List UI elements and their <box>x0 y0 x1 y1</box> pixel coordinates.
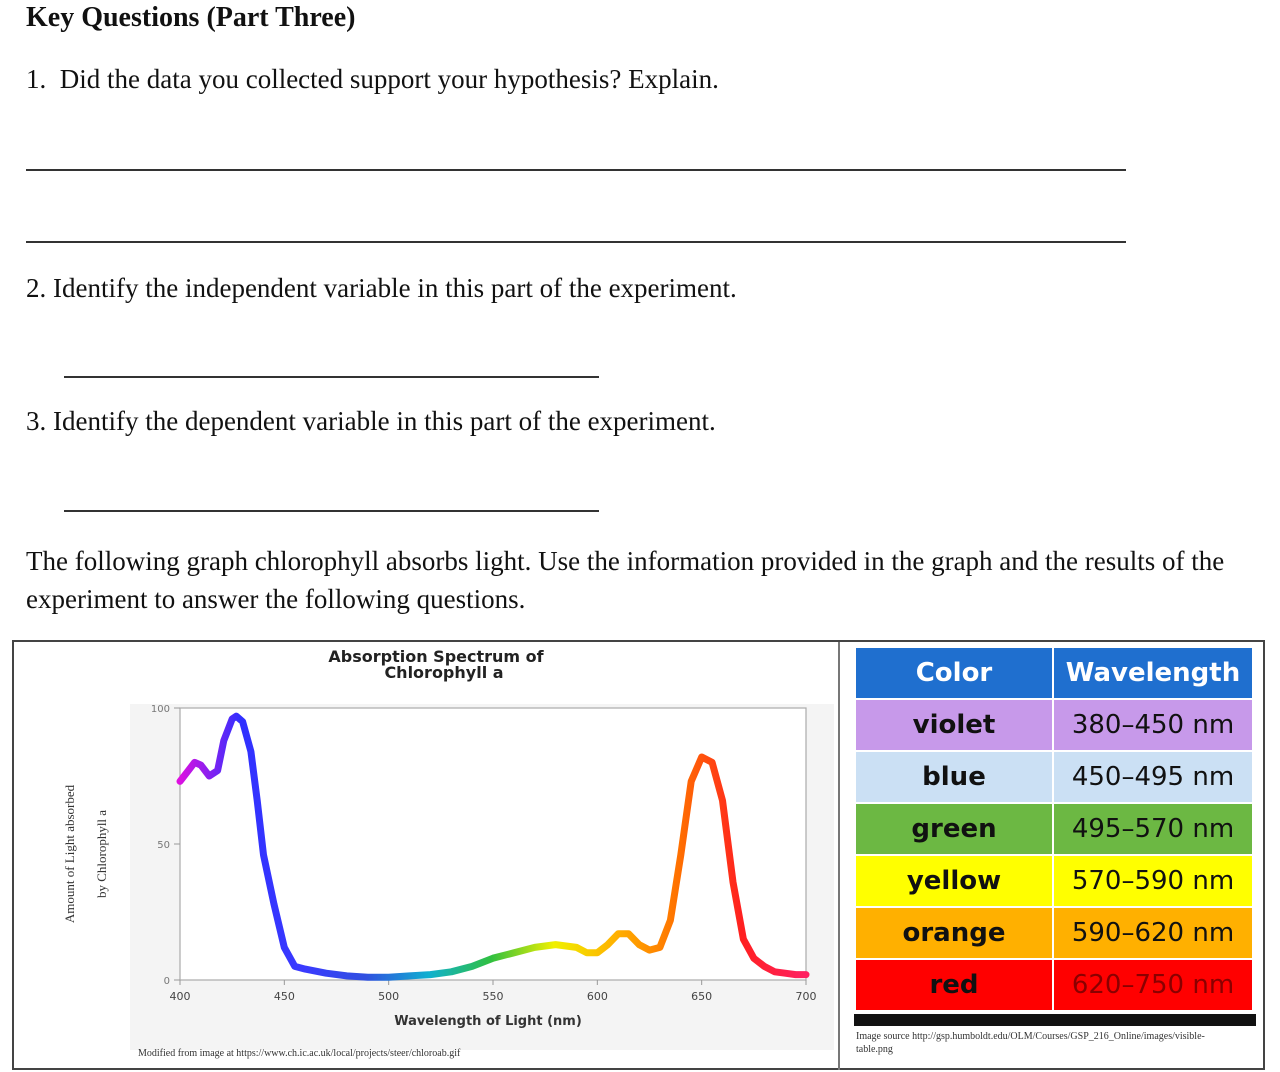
x-tick-label: 600 <box>586 990 608 1003</box>
table-bottom-bar <box>854 1014 1256 1026</box>
answer-line <box>64 376 599 378</box>
answer-line <box>64 510 599 512</box>
wavelength-cell: 620–750 nm <box>1053 959 1253 1011</box>
question-text: Identify the dependent variable in this part of the experiment. <box>53 406 716 436</box>
figure-divider <box>838 642 840 1070</box>
wavelength-cell: 590–620 nm <box>1053 907 1253 959</box>
table-row <box>855 699 1253 751</box>
x-tick-label: 450 <box>273 990 295 1003</box>
table-row <box>855 855 1253 907</box>
x-tick-label: 700 <box>795 990 817 1003</box>
answer-line <box>26 169 1126 171</box>
table-row <box>855 959 1253 1011</box>
y-axis-label-line1: Amount of Light absorbed <box>62 784 77 924</box>
column-header-wavelength: Wavelength <box>1053 647 1253 699</box>
color-name-cell: red <box>855 959 1053 1011</box>
color-name-cell: violet <box>855 699 1053 751</box>
x-tick-label: 400 <box>169 990 191 1003</box>
color-name-cell: blue <box>855 751 1053 803</box>
table-source-note: Image source http://gsp.humboldt.edu/OLM/Courses/GSP_216_Online/images/visible-table.png <box>856 1031 1205 1055</box>
x-tick-label: 550 <box>482 990 504 1003</box>
chart-title-line1: Absorption Spectrum of <box>328 647 544 666</box>
table-header-row <box>855 647 1253 699</box>
instructions-paragraph: The following graph chlorophyll absorbs light. Use the information provided in the graph and the results of the experiment to answer the following questions. <box>26 546 1225 614</box>
table-row <box>855 803 1253 855</box>
x-axis-label: Wavelength of Light (nm) <box>394 1014 582 1029</box>
wavelength-cell: 450–495 nm <box>1053 751 1253 803</box>
color-name-cell: green <box>855 803 1053 855</box>
wavelength-cell: 495–570 nm <box>1053 803 1253 855</box>
chart-title-line2: Chlorophyll a <box>384 663 504 682</box>
x-tick-label: 650 <box>691 990 713 1003</box>
y-tick-label: 0 <box>163 976 170 987</box>
table-row <box>855 751 1253 803</box>
question-2 <box>26 273 737 304</box>
question-number: 2. <box>26 273 47 303</box>
color-wavelength-table <box>854 646 1254 1012</box>
table-row <box>855 907 1253 959</box>
absorption-chart <box>14 642 836 1066</box>
column-header-color: Color <box>855 647 1053 699</box>
question-number: 3. <box>26 406 47 436</box>
question-3 <box>26 406 716 437</box>
y-tick-label: 100 <box>150 704 170 715</box>
y-axis-label-line2: by Chlorophyll a <box>94 809 109 899</box>
question-number: 1. <box>26 64 47 94</box>
answer-line <box>26 241 1126 243</box>
x-tick-label: 500 <box>378 990 400 1003</box>
question-text: Identify the independent variable in this part of the experiment. <box>53 273 737 303</box>
chart-source-note: Modified from image at https://www.ch.ic.ac.uk/local/projects/steer/chloroab.gif <box>138 1048 461 1059</box>
question-text: Did the data you collected support your hypothesis? Explain. <box>59 64 719 94</box>
color-name-cell: yellow <box>855 855 1053 907</box>
section-heading: Key Questions (Part Three) <box>26 2 356 33</box>
wavelength-cell: 570–590 nm <box>1053 855 1253 907</box>
plot-area <box>180 708 806 980</box>
color-name-cell: orange <box>855 907 1053 959</box>
wavelength-cell: 380–450 nm <box>1053 699 1253 751</box>
question-1 <box>26 64 719 95</box>
y-tick-label: 50 <box>157 840 170 851</box>
